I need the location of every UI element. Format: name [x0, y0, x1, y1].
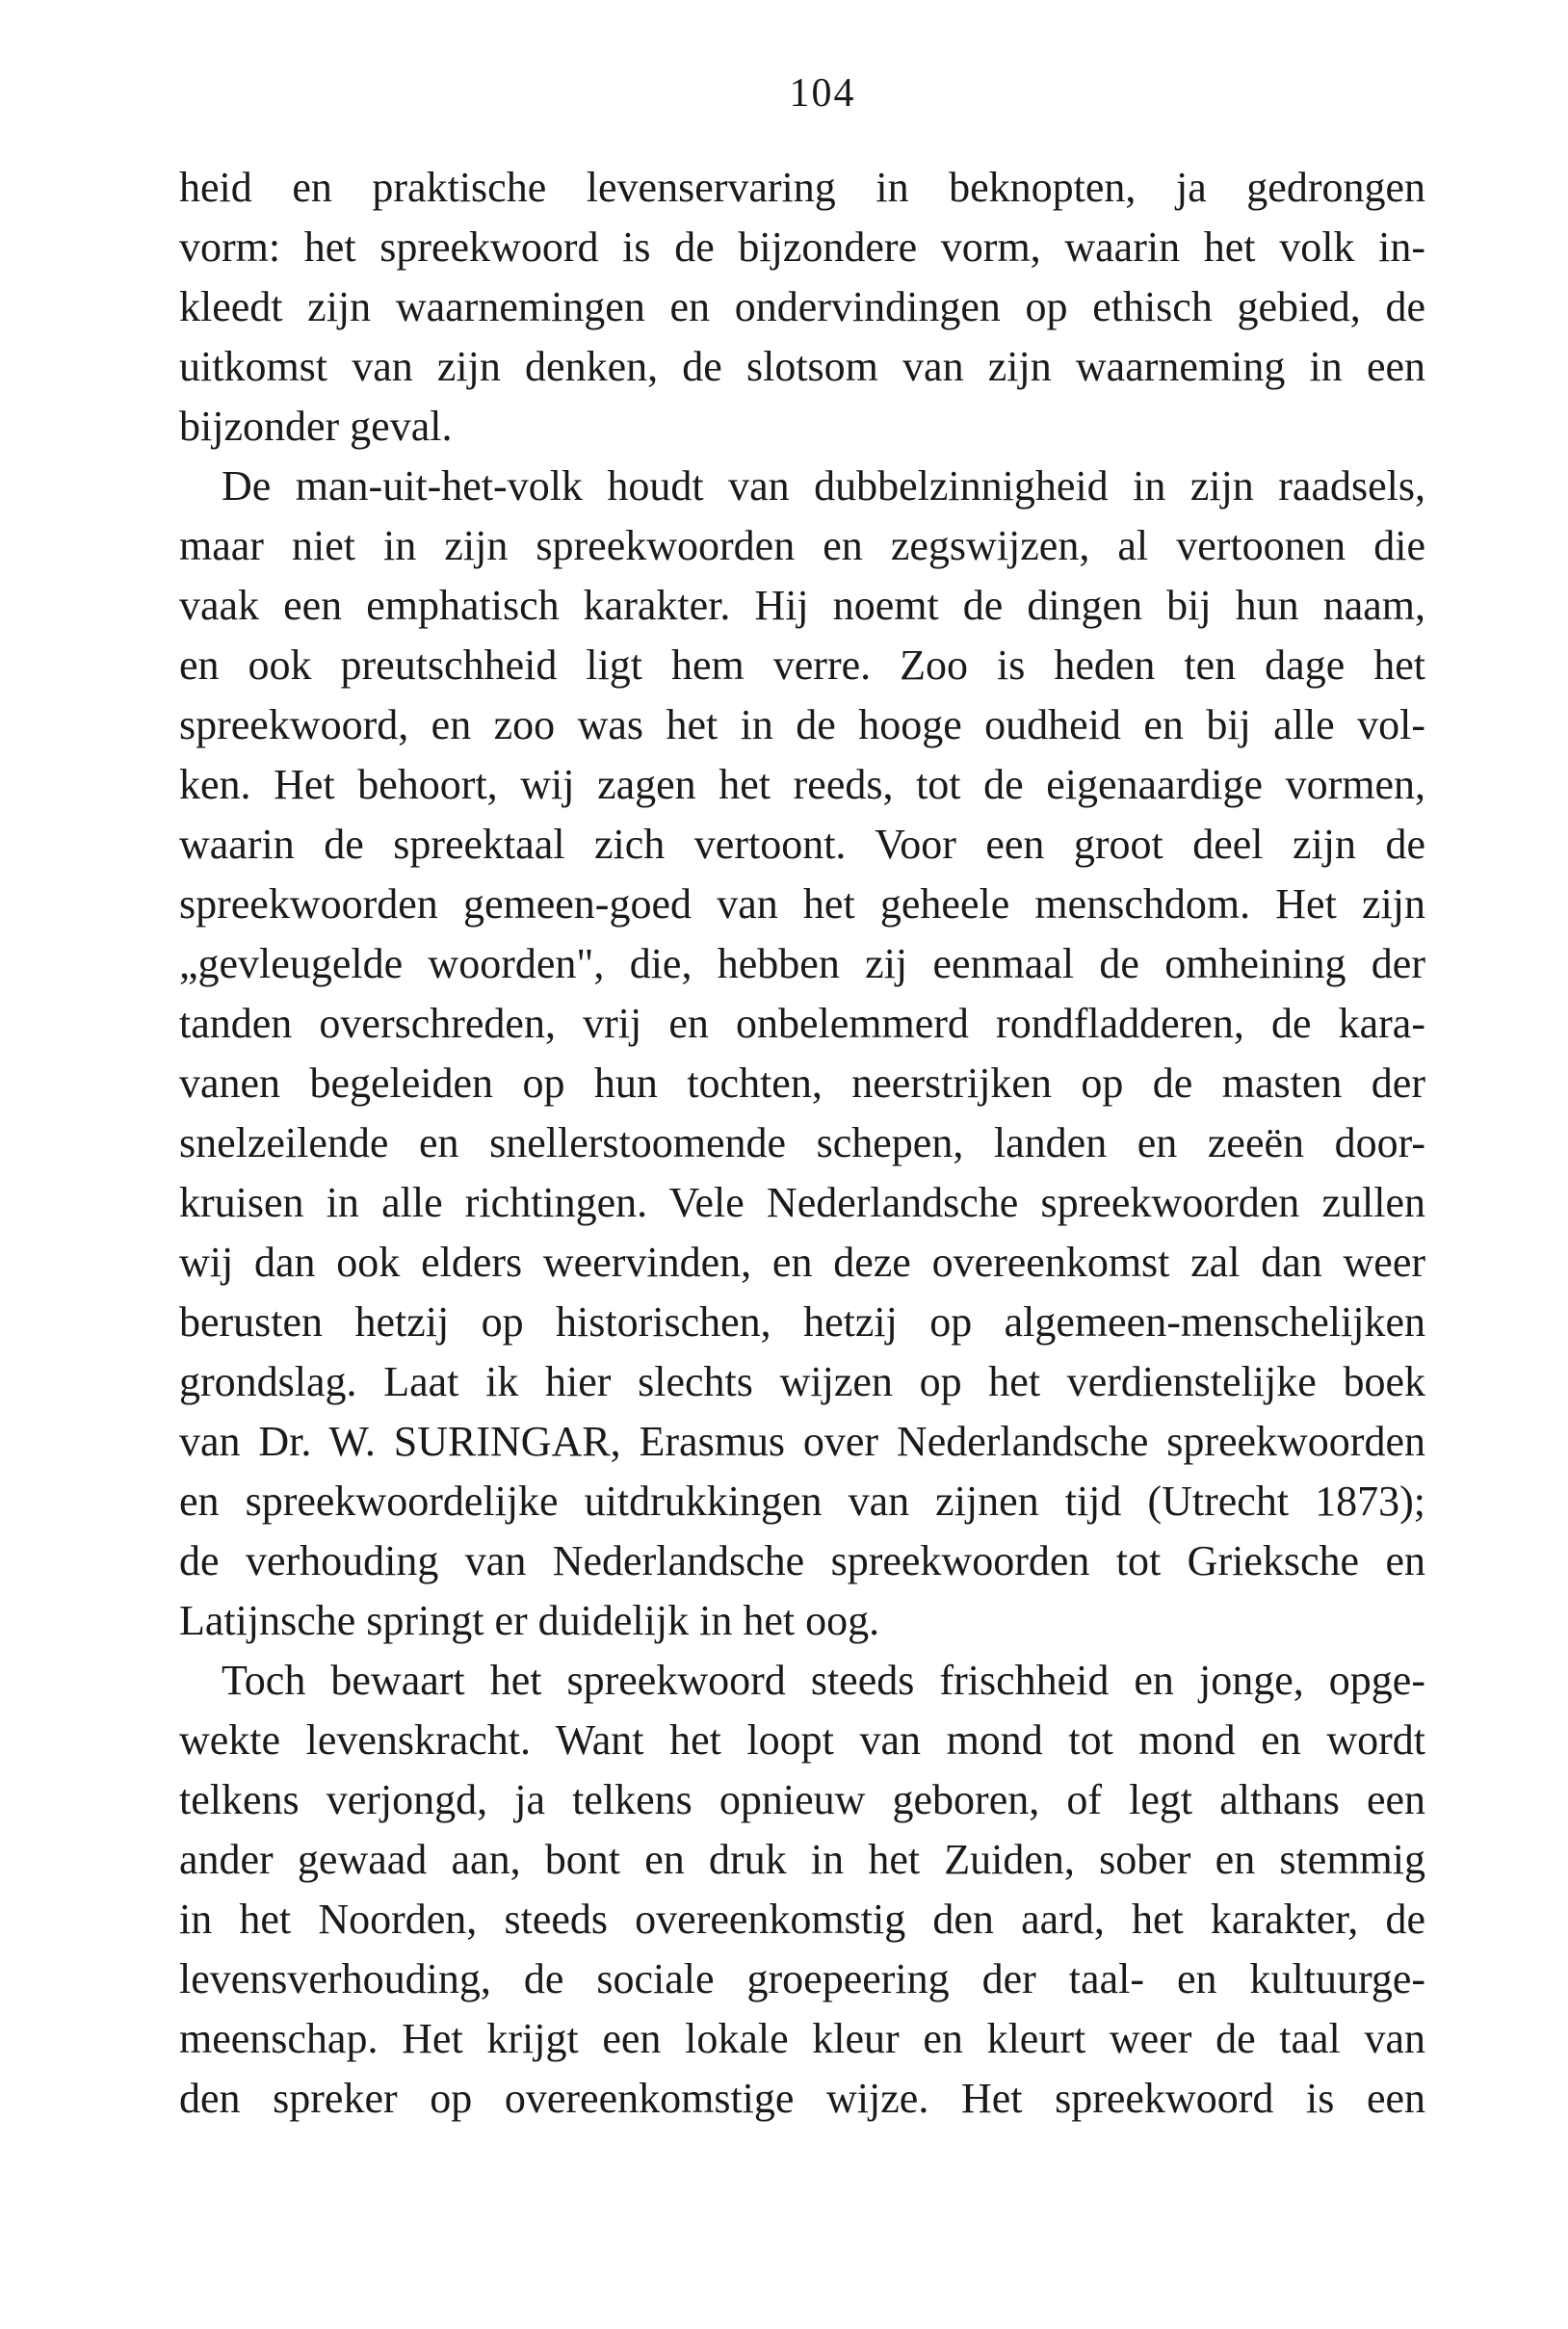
- text-line: meenschap. Het krijgt een lokale kleur en kleurt weer de taal van: [179, 2015, 1425, 2062]
- text-line: tanden overschreden, vrij en onbelemmerd rondfladderen, de kara-: [179, 1000, 1425, 1047]
- text-line: heid en praktische levenservaring in beknopten, ja gedrongen: [179, 164, 1425, 211]
- text-line: en ook preutschheid ligt hem verre. Zoo is heden ten dage het: [179, 641, 1425, 689]
- text-line: levensverhouding, de sociale groepeering der taal- en kultuurge-: [179, 1955, 1425, 2002]
- text-line: Latijnsche springt er duidelijk in het oog.: [179, 1597, 880, 1644]
- text-line: Toch bewaart het spreekwoord steeds frischheid en jonge, opge-: [222, 1657, 1425, 1704]
- text-line: kruisen in alle richtingen. Vele Nederlandsche spreekwoorden zullen: [179, 1179, 1425, 1226]
- text-line: in het Noorden, steeds overeenkomstig den aard, het karakter, de: [179, 1896, 1425, 1943]
- text-line: wekte levenskracht. Want het loopt van mond tot mond en wordt: [179, 1716, 1425, 1764]
- text-line: vanen begeleiden op hun tochten, neerstrijken op de masten der: [179, 1060, 1425, 1107]
- text-line: vorm: het spreekwoord is de bijzondere vorm, waarin het volk in-: [179, 223, 1425, 271]
- text-line: uitkomst van zijn denken, de slotsom van zijn waarneming in een: [179, 343, 1425, 390]
- text-line: berusten hetzij op historischen, hetzij op algemeen-menschelijken: [179, 1298, 1425, 1346]
- text-line: de verhouding van Nederlandsche spreekwoorden tot Grieksche en: [179, 1537, 1425, 1584]
- text-line: grondslag. Laat ik hier slechts wijzen op het verdienstelijke boek: [179, 1358, 1425, 1405]
- text-line: spreekwoord, en zoo was het in de hooge oudheid en bij alle vol-: [179, 701, 1425, 748]
- text-line: en spreekwoordelijke uitdrukkingen van zijnen tijd (Utrecht 1873);: [179, 1478, 1425, 1525]
- page-number: 104: [789, 71, 856, 116]
- text-line: De man-uit-het-volk houdt van dubbelzinnigheid in zijn raadsels,: [222, 462, 1425, 510]
- text-line: vaak een emphatisch karakter. Hij noemt de dingen bij hun naam,: [179, 582, 1425, 629]
- text-line: kleedt zijn waarnemingen en ondervindingen op ethisch gebied, de: [179, 283, 1425, 330]
- text-line: telkens verjongd, ja telkens opnieuw geboren, of legt althans een: [179, 1776, 1425, 1823]
- text-line: waarin de spreektaal zich vertoont. Voor een groot deel zijn de: [179, 821, 1425, 868]
- text-line: wij dan ook elders weervinden, en deze overeenkomst zal dan weer: [179, 1239, 1425, 1286]
- text-line: „gevleugelde woorden", die, hebben zij eenmaal de omheining der: [179, 940, 1425, 987]
- text-line: snelzeilende en snellerstoomende schepen, landen en zeeën door-: [179, 1119, 1425, 1166]
- text-line: spreekwoorden gemeen-goed van het geheele menschdom. Het zijn: [179, 880, 1425, 928]
- text-line: van Dr. W. SURINGAR, Erasmus over Nederlandsche spreekwoorden: [179, 1418, 1425, 1465]
- text-line: bijzonder geval.: [179, 403, 453, 450]
- text-line: maar niet in zijn spreekwoorden en zegswijzen, al vertoonen die: [179, 522, 1425, 569]
- text-line: den spreker op overeenkomstige wijze. Het spreekwoord is een: [179, 2075, 1425, 2122]
- text-line: ken. Het behoort, wij zagen het reeds, tot de eigenaardige vormen,: [179, 761, 1425, 808]
- text-line: ander gewaad aan, bont en druk in het Zuiden, sober en stemmig: [179, 1836, 1425, 1883]
